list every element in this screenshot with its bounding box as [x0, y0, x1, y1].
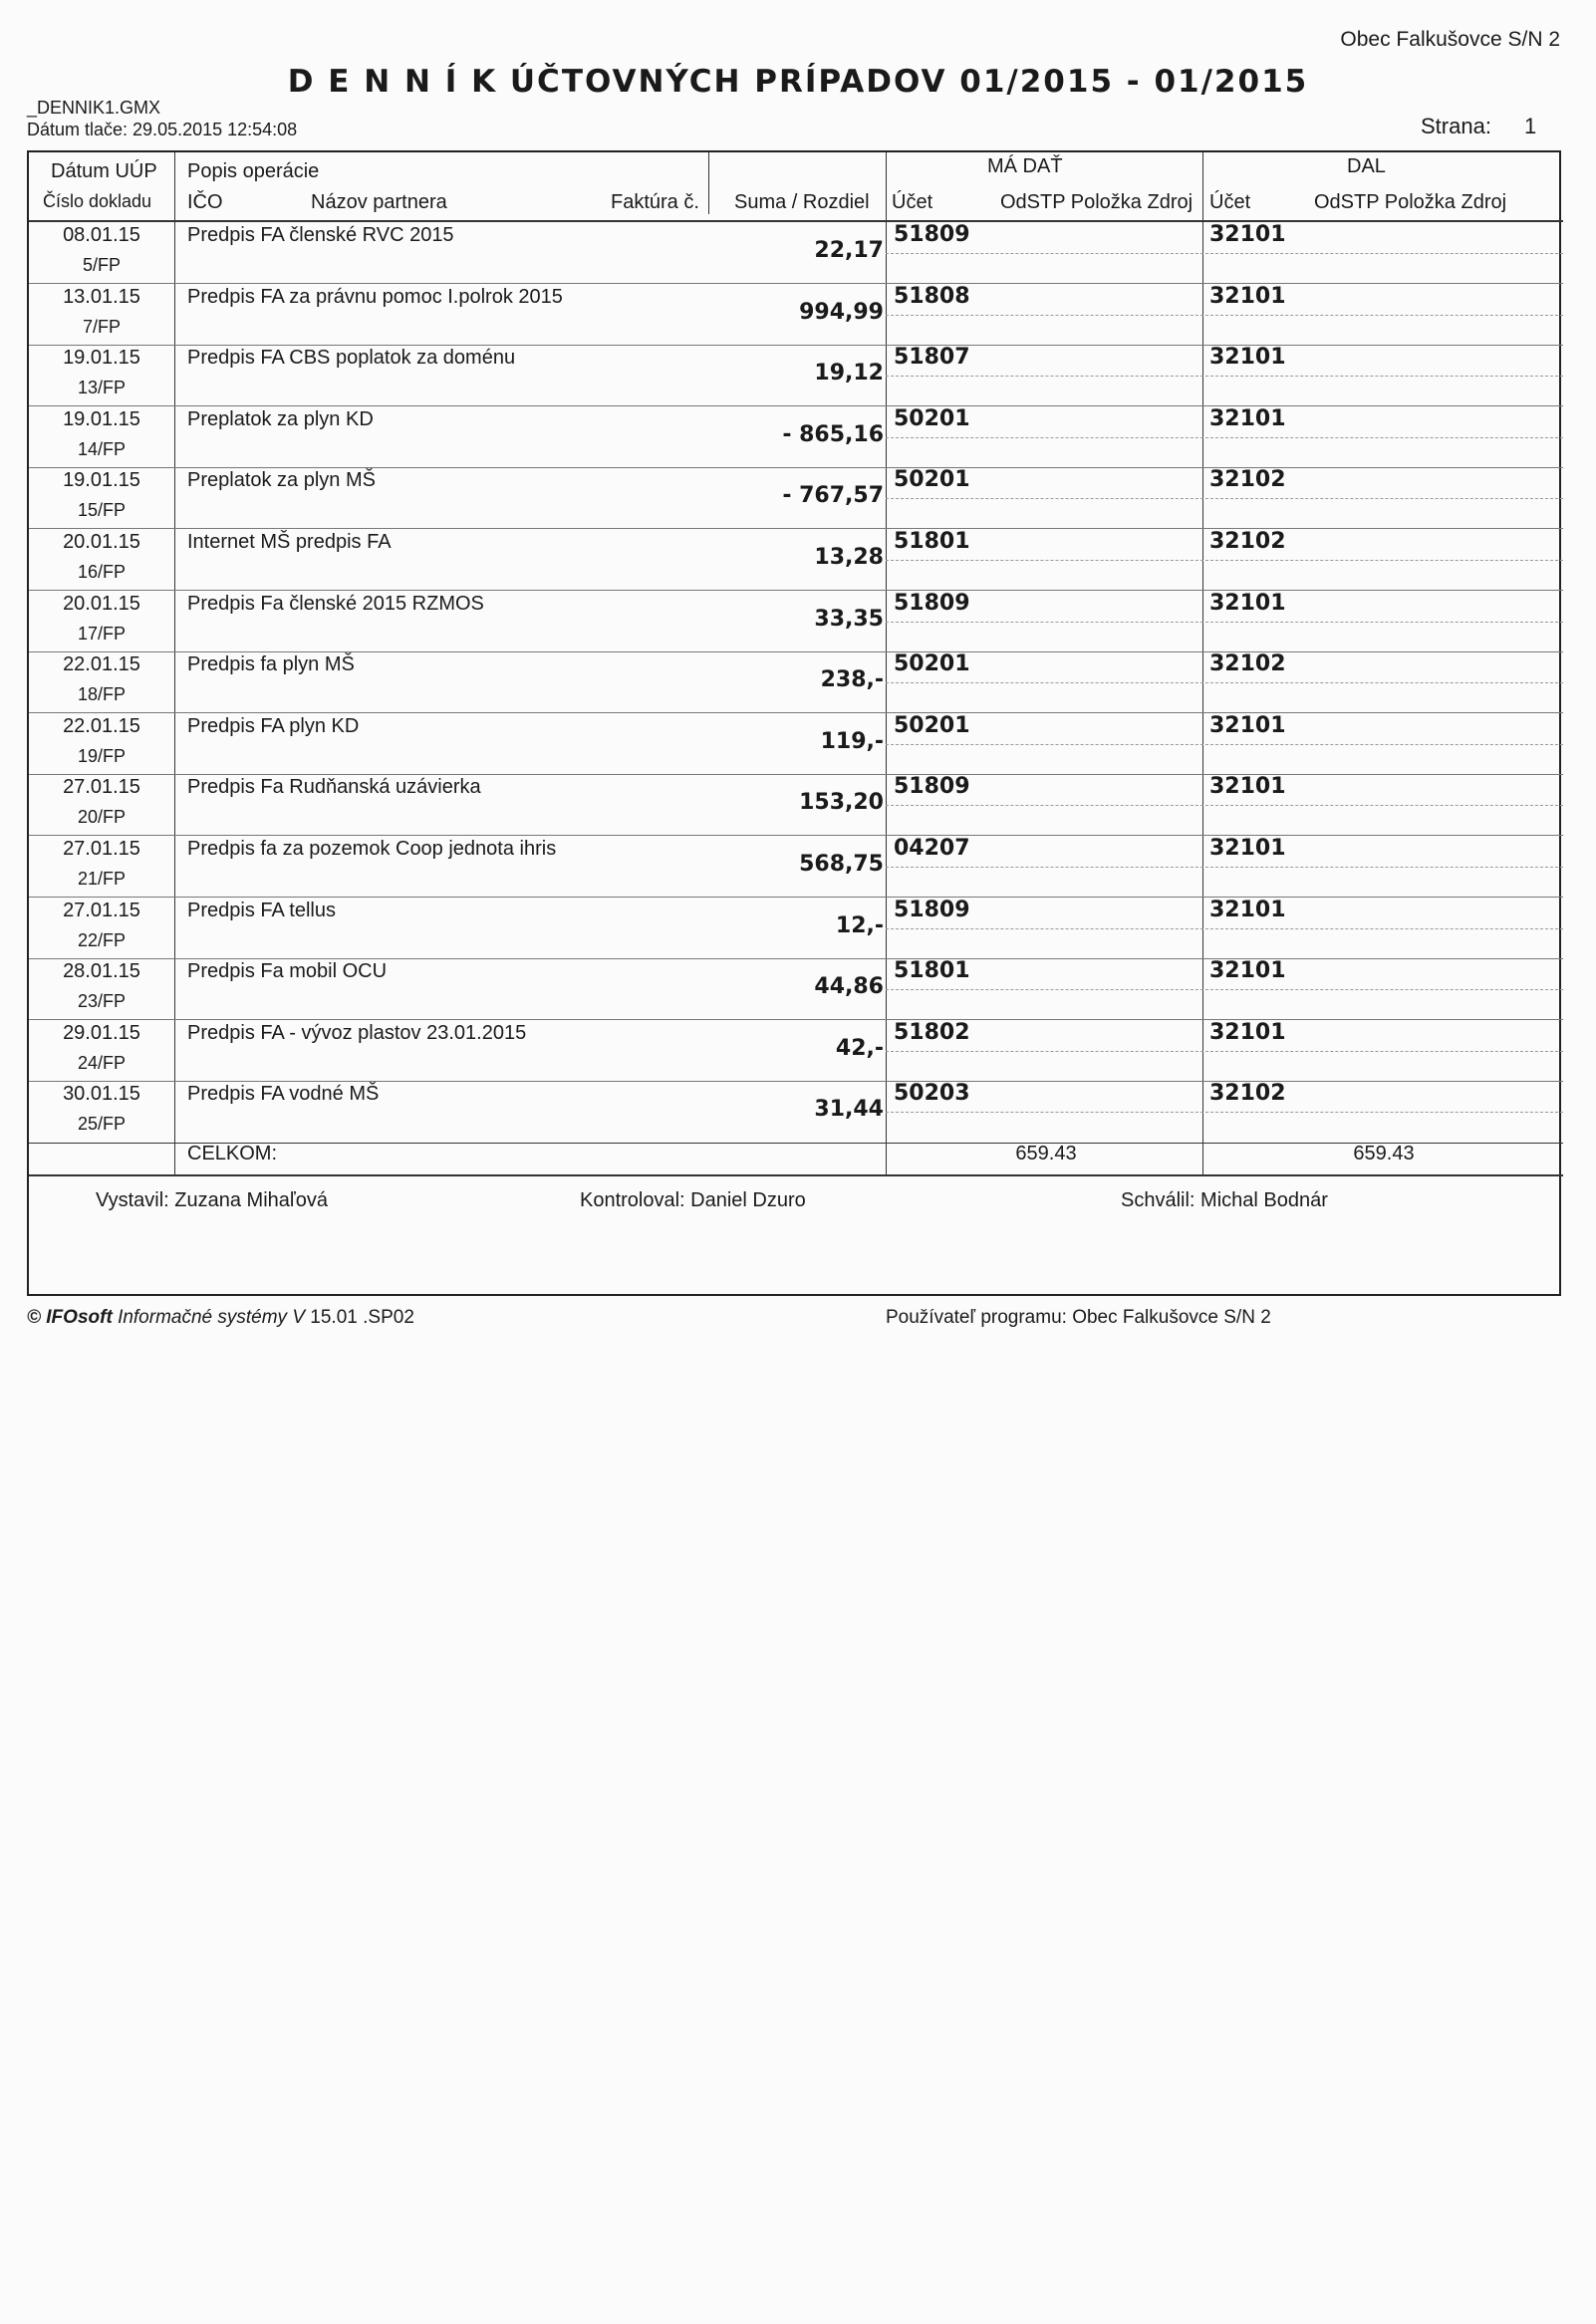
entry-amount: 42,- — [835, 1035, 884, 1061]
account-sub-rule — [886, 989, 1563, 990]
page-number: 1 — [1524, 114, 1537, 138]
operation-description: Predpis FA plyn KD — [187, 714, 360, 737]
operation-description: Predpis FA CBS poplatok za doménu — [187, 347, 516, 370]
entry-amount: 153,20 — [799, 790, 884, 816]
footer-user: Používateľ programu: Obec Falkušovce S/N 2 — [886, 1307, 1271, 1328]
footer-version: 15.01 .SP02 — [310, 1307, 414, 1328]
operation-description: Preplatok za plyn MŠ — [187, 469, 376, 492]
entry-date: 27.01.15 — [63, 776, 140, 799]
entry-date: 28.01.15 — [63, 960, 140, 983]
table-row — [29, 836, 1563, 898]
credit-account: 32102 — [1209, 1081, 1286, 1107]
grid-line — [708, 152, 709, 214]
table-row — [29, 591, 1563, 652]
operation-description: Predpis FA vodné MŠ — [187, 1083, 380, 1106]
credit-account: 32102 — [1209, 651, 1286, 677]
debit-account: 51808 — [894, 283, 970, 309]
debit-account: 50203 — [894, 1081, 970, 1107]
operation-description: Predpis FA - vývoz plastov 23.01.2015 — [187, 1021, 527, 1044]
document-number: 22/FP — [77, 929, 127, 950]
signature-rule — [29, 1174, 1563, 1176]
entry-date: 08.01.15 — [63, 224, 140, 246]
credit-account: 32101 — [1209, 836, 1286, 861]
document-number: 14/FP — [77, 438, 127, 459]
entry-date: 30.01.15 — [63, 1083, 140, 1106]
footer-brand: © IFOsoft — [27, 1307, 113, 1328]
col-credit-sub-header: OdSTP Položka Zdroj — [1314, 191, 1507, 213]
entry-amount: 13,28 — [814, 545, 884, 570]
debit-account: 51802 — [894, 1019, 970, 1045]
document-number: 15/FP — [77, 500, 127, 521]
entry-date: 22.01.15 — [63, 653, 140, 676]
col-credit-account-header: Účet — [1209, 191, 1251, 213]
table-row — [29, 651, 1563, 713]
entry-amount: 19,12 — [814, 361, 884, 387]
table-row — [29, 1081, 1563, 1143]
file-name: _DENNIK1.GMX — [27, 98, 161, 118]
operation-description: Predpis fa za pozemok Coop jednota ihris — [187, 838, 557, 860]
debit-account: 51809 — [894, 897, 970, 922]
document-number: 21/FP — [77, 869, 127, 889]
col-ico-header: IČO — [187, 191, 223, 213]
col-date-header: Dátum UÚP — [51, 160, 157, 182]
debit-account: 51809 — [894, 774, 970, 800]
document-number: 5/FP — [82, 255, 121, 275]
debit-account: 50201 — [894, 405, 970, 431]
account-sub-rule — [886, 805, 1563, 806]
credit-account: 32102 — [1209, 467, 1286, 493]
document-number: 24/FP — [77, 1052, 127, 1073]
total-debit: 659.43 — [1015, 1143, 1077, 1164]
table-row — [29, 713, 1563, 775]
debit-account: 51801 — [894, 958, 970, 984]
document-number: 17/FP — [77, 623, 127, 644]
operation-description: Predpis FA členské RVC 2015 — [187, 224, 454, 246]
account-sub-rule — [886, 560, 1563, 561]
entry-date: 19.01.15 — [63, 469, 140, 492]
entry-date: 22.01.15 — [63, 714, 140, 737]
credit-account: 32101 — [1209, 1019, 1286, 1045]
account-sub-rule — [886, 744, 1563, 745]
entry-date: 13.01.15 — [63, 285, 140, 308]
document-number: 20/FP — [77, 807, 127, 828]
col-invoice-header: Faktúra č. — [611, 191, 699, 213]
operation-description: Preplatok za plyn KD — [187, 407, 374, 430]
operation-description: Predpis FA za právnu pomoc I.polrok 2015 — [187, 285, 563, 308]
credit-account: 32101 — [1209, 590, 1286, 616]
footer-product: Informačné systémy V — [118, 1307, 306, 1328]
account-sub-rule — [886, 867, 1563, 868]
debit-account: 50201 — [894, 467, 970, 493]
document-number: 13/FP — [77, 378, 127, 398]
col-debit-account-header: Účet — [892, 191, 933, 213]
col-debit-sub-header: OdSTP Položka Zdroj — [1000, 191, 1194, 213]
document-number: 19/FP — [77, 745, 127, 766]
operation-description: Predpis Fa mobil OCU — [187, 960, 388, 983]
entry-date: 20.01.15 — [63, 592, 140, 615]
account-sub-rule — [886, 682, 1563, 683]
approved-by: Schválil: Michal Bodnár — [1121, 1189, 1328, 1211]
operation-description: Predpis fa plyn MŠ — [187, 653, 355, 676]
table-row — [29, 222, 1563, 284]
document-number: 18/FP — [77, 684, 127, 705]
account-sub-rule — [886, 437, 1563, 438]
credit-account: 32101 — [1209, 345, 1286, 371]
account-sub-rule — [886, 622, 1563, 623]
entry-amount: 33,35 — [814, 606, 884, 632]
entry-amount: 994,99 — [799, 299, 884, 325]
table-row — [29, 1020, 1563, 1082]
company-name: Obec Falkušovce S/N 2 — [1340, 28, 1560, 51]
operation-description: Predpis Fa členské 2015 RZMOS — [187, 592, 484, 615]
credit-account: 32101 — [1209, 405, 1286, 431]
document-number: 25/FP — [77, 1114, 127, 1135]
entry-amount: 31,44 — [814, 1097, 884, 1123]
page-label: Strana: — [1421, 114, 1491, 138]
entry-amount: 44,86 — [814, 974, 884, 1000]
document-number: 16/FP — [77, 562, 127, 582]
document-number: 23/FP — [77, 991, 127, 1012]
entry-amount: - 865,16 — [782, 421, 884, 447]
entry-date: 27.01.15 — [63, 838, 140, 860]
entry-amount: 22,17 — [814, 238, 884, 263]
table-row — [29, 529, 1563, 591]
entry-amount: 238,- — [820, 667, 884, 693]
table-row — [29, 774, 1563, 836]
entry-date: 19.01.15 — [63, 407, 140, 430]
operation-description: Predpis Fa Rudňanská uzávierka — [187, 776, 481, 799]
col-desc-header: Popis operácie — [187, 160, 320, 182]
credit-account: 32101 — [1209, 897, 1286, 922]
credit-account: 32102 — [1209, 529, 1286, 554]
col-debit-group-header: MÁ DAŤ — [987, 155, 1063, 177]
table-row — [29, 284, 1563, 346]
account-sub-rule — [886, 498, 1563, 499]
entry-amount: 568,75 — [799, 852, 884, 877]
credit-account: 32101 — [1209, 222, 1286, 247]
entry-date: 20.01.15 — [63, 531, 140, 553]
credit-account: 32101 — [1209, 774, 1286, 800]
debit-account: 51807 — [894, 345, 970, 371]
debit-account: 51801 — [894, 529, 970, 554]
col-partner-header: Názov partnera — [311, 191, 447, 213]
table-row — [29, 406, 1563, 468]
col-credit-group-header: DAL — [1347, 155, 1386, 177]
table-row — [29, 898, 1563, 959]
total-label: CELKOM: — [187, 1143, 278, 1164]
checked-by: Kontroloval: Daniel Dzuro — [580, 1189, 806, 1211]
credit-account: 32101 — [1209, 283, 1286, 309]
debit-account: 50201 — [894, 712, 970, 738]
entry-date: 19.01.15 — [63, 347, 140, 370]
entry-amount: - 767,57 — [782, 483, 884, 509]
entry-amount: 12,- — [835, 912, 884, 938]
table-row — [29, 345, 1563, 406]
account-sub-rule — [886, 1051, 1563, 1052]
credit-account: 32101 — [1209, 712, 1286, 738]
operation-description: Predpis FA tellus — [187, 899, 336, 921]
account-sub-rule — [886, 376, 1563, 377]
debit-account: 51809 — [894, 590, 970, 616]
document-title: D E N N Í K ÚČTOVNÝCH PRÍPADOV 01/2015 - 01/2015 — [287, 64, 1309, 100]
credit-account: 32101 — [1209, 958, 1286, 984]
account-sub-rule — [886, 315, 1563, 316]
account-sub-rule — [886, 928, 1563, 929]
col-amount-header: Suma / Rozdiel — [734, 191, 870, 213]
footer-software — [27, 1307, 414, 1329]
entry-date: 27.01.15 — [63, 899, 140, 921]
entry-amount: 119,- — [820, 728, 884, 754]
table-row — [29, 958, 1563, 1020]
journal-table — [27, 150, 1561, 1296]
account-sub-rule — [886, 1112, 1563, 1113]
document-number: 7/FP — [82, 316, 121, 337]
account-sub-rule — [886, 253, 1563, 254]
debit-account: 50201 — [894, 651, 970, 677]
operation-description: Internet MŠ predpis FA — [187, 531, 392, 553]
debit-account: 51809 — [894, 222, 970, 247]
debit-account: 04207 — [894, 836, 970, 861]
print-date: Dátum tlače: 29.05.2015 12:54:08 — [27, 120, 298, 139]
issued-by: Vystavil: Zuzana Mihaľová — [96, 1189, 328, 1211]
table-row — [29, 467, 1563, 529]
total-credit: 659.43 — [1353, 1143, 1415, 1164]
col-doc-header: Číslo dokladu — [43, 191, 152, 211]
entry-date: 29.01.15 — [63, 1021, 140, 1044]
